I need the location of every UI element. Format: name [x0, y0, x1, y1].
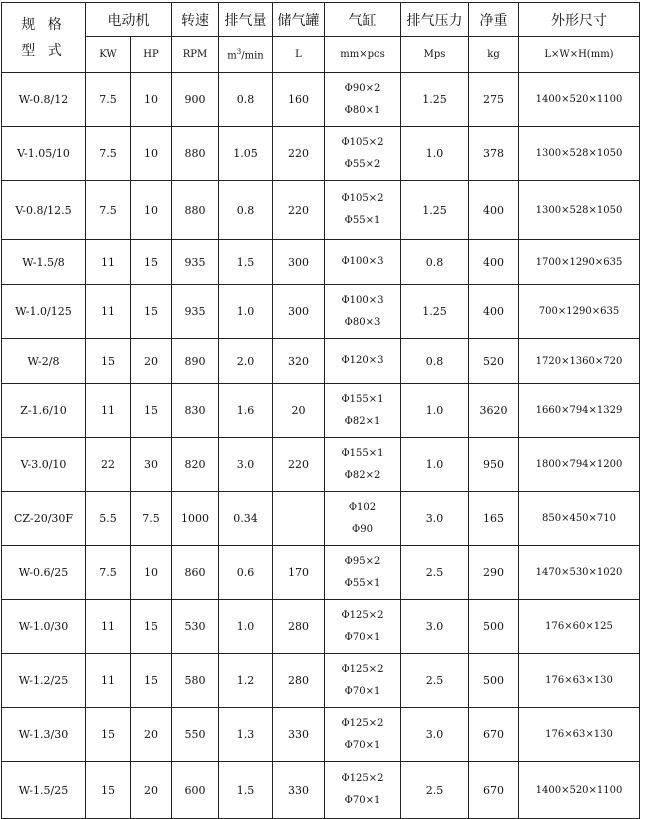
unit-displacement: $m^3/\min$ — [219, 37, 273, 73]
cell-cylinder — [325, 438, 401, 492]
cell-rpm: 880 — [172, 127, 219, 181]
table-row — [2, 339, 640, 384]
cell-tank: 330 — [273, 762, 325, 819]
cylinder-line-1: Φ105×2 — [341, 193, 384, 204]
unit-pressure: Mps — [401, 37, 469, 73]
table-row — [2, 181, 640, 240]
cell-model: W-1.0/30 — [2, 600, 86, 654]
cell-model: V-1.05/10 — [2, 127, 86, 181]
cell-rpm: 820 — [172, 438, 219, 492]
table-row — [2, 708, 640, 762]
cell-model: W-0.6/25 — [2, 546, 86, 600]
table-row — [2, 546, 640, 600]
cell-dimensions: 176×63×130 — [519, 708, 640, 762]
cell-kw: 11 — [86, 384, 131, 438]
cell-rpm: 580 — [172, 654, 219, 708]
cell-dimensions: 176×60×125 — [519, 600, 640, 654]
cell-pressure: 1.25 — [401, 285, 469, 339]
cell-weight: 3620 — [469, 384, 519, 438]
cell-pressure: 1.25 — [401, 73, 469, 127]
cylinder-line-1: Φ102 — [348, 501, 377, 513]
cylinder-line-2: Φ55×1 — [344, 577, 381, 589]
cell-weight: 500 — [469, 600, 519, 654]
cell-rpm: 935 — [172, 285, 219, 339]
cell-pressure: 1.25 — [401, 181, 469, 240]
cell-pressure: 3.0 — [401, 600, 469, 654]
cell-dimensions: 1300×528×1050 — [519, 181, 640, 240]
cell-hp: 30 — [131, 438, 172, 492]
cell-cylinder — [325, 492, 401, 546]
cell-displacement: 1.5 — [219, 240, 273, 285]
cell-hp: 20 — [131, 339, 172, 384]
cell-dimensions: 1470×530×1020 — [519, 546, 640, 600]
cell-model: W-1.5/8 — [2, 240, 86, 285]
cell-rpm: 900 — [172, 73, 219, 127]
cell-pressure: 1.0 — [401, 127, 469, 181]
cylinder-line-2: Φ82×1 — [344, 415, 381, 427]
table-row — [2, 762, 640, 819]
header-dimensions: 外形尺寸 — [519, 3, 640, 37]
cell-hp: 15 — [131, 285, 172, 339]
cylinder-line-2: Φ80×3 — [344, 316, 381, 328]
cell-dimensions: 1800×794×1200 — [519, 438, 640, 492]
cylinder-line-1: Φ100×3 — [341, 294, 384, 306]
cell-weight: 670 — [469, 762, 519, 819]
cell-pressure: 0.8 — [401, 339, 469, 384]
cell-model: W-1.2/25 — [2, 654, 86, 708]
table-row — [2, 492, 640, 546]
table-row — [2, 127, 640, 181]
cell-rpm: 550 — [172, 708, 219, 762]
cell-kw: 11 — [86, 285, 131, 339]
cylinder-line-2: Φ55×1 — [344, 215, 381, 226]
cylinder-line-1: Φ125×2 — [341, 609, 384, 621]
cylinder-line-1: Φ105×2 — [341, 136, 384, 148]
cell-kw: 7.5 — [86, 127, 131, 181]
header-model: 规 格 型 式 — [2, 3, 86, 73]
cell-kw: 11 — [86, 654, 131, 708]
cell-kw: 7.5 — [86, 73, 131, 127]
table-row — [2, 384, 640, 438]
cell-displacement: 1.05 — [219, 127, 273, 181]
cell-model: W-1.5/25 — [2, 762, 86, 819]
cell-rpm: 935 — [172, 240, 219, 285]
table-row — [2, 73, 640, 127]
cell-displacement: 0.6 — [219, 546, 273, 600]
cell-displacement: 1.2 — [219, 654, 273, 708]
cell-tank: 220 — [273, 127, 325, 181]
cell-dimensions: 850×450×710 — [519, 492, 640, 546]
cell-tank: 330 — [273, 708, 325, 762]
cell-hp: 20 — [131, 762, 172, 819]
cell-model: W-1.0/125 — [2, 285, 86, 339]
cell-tank — [273, 492, 325, 546]
cell-dimensions: 700×1290×635 — [519, 285, 640, 339]
cell-rpm: 890 — [172, 339, 219, 384]
cell-pressure: 0.8 — [401, 240, 469, 285]
cylinder-line-2: Φ70×1 — [344, 739, 381, 751]
cylinder-line-1: Φ100×3 — [341, 256, 384, 267]
cell-pressure: 1.0 — [401, 384, 469, 438]
cell-weight: 400 — [469, 240, 519, 285]
cell-rpm: 880 — [172, 181, 219, 240]
unit-hp: HP — [131, 37, 172, 73]
cell-weight: 290 — [469, 546, 519, 600]
cell-hp: 15 — [131, 240, 172, 285]
unit-kw: KW — [86, 37, 131, 73]
cell-dimensions: 1300×528×1050 — [519, 127, 640, 181]
cell-displacement: 0.8 — [219, 73, 273, 127]
cell-weight: 500 — [469, 654, 519, 708]
cell-cylinder — [325, 384, 401, 438]
cell-displacement: 1.5 — [219, 762, 273, 819]
cell-model: W-0.8/12 — [2, 73, 86, 127]
table-row — [2, 654, 640, 708]
cell-displacement: 1.3 — [219, 708, 273, 762]
cell-model: V-3.0/10 — [2, 438, 86, 492]
cell-cylinder — [325, 339, 401, 384]
cell-weight: 378 — [469, 127, 519, 181]
cylinder-line-2: Φ70×1 — [344, 795, 381, 806]
cell-tank: 220 — [273, 438, 325, 492]
cell-kw: 7.5 — [86, 546, 131, 600]
cell-dimensions: 1400×520×1100 — [519, 73, 640, 127]
cell-hp: 10 — [131, 546, 172, 600]
cylinder-line-2: Φ55×2 — [344, 158, 381, 170]
cell-rpm: 860 — [172, 546, 219, 600]
cell-kw: 15 — [86, 339, 131, 384]
cell-model: V-0.8/12.5 — [2, 181, 86, 240]
cell-weight: 670 — [469, 708, 519, 762]
cell-weight: 950 — [469, 438, 519, 492]
cell-cylinder — [325, 600, 401, 654]
cell-hp: 10 — [131, 181, 172, 240]
cell-model: CZ-20/30F — [2, 492, 86, 546]
cell-cylinder — [325, 181, 401, 240]
cell-weight: 520 — [469, 339, 519, 384]
cell-pressure: 2.5 — [401, 762, 469, 819]
cell-hp: 10 — [131, 73, 172, 127]
cell-cylinder — [325, 546, 401, 600]
cell-rpm: 830 — [172, 384, 219, 438]
cell-kw: 5.5 — [86, 492, 131, 546]
cylinder-line-1: Φ125×2 — [341, 663, 384, 675]
cell-tank: 280 — [273, 600, 325, 654]
cell-hp: 15 — [131, 600, 172, 654]
cell-tank: 20 — [273, 384, 325, 438]
cylinder-line-2: Φ70×1 — [344, 631, 381, 643]
cell-displacement: 2.0 — [219, 339, 273, 384]
cell-weight: 400 — [469, 181, 519, 240]
cylinder-line-1: Φ155×1 — [341, 447, 384, 459]
cylinder-line-2: Φ90 — [352, 523, 373, 535]
cell-kw: 11 — [86, 600, 131, 654]
cell-dimensions: 1720×1360×720 — [519, 339, 640, 384]
cell-kw: 11 — [86, 240, 131, 285]
table-row — [2, 285, 640, 339]
cell-hp: 10 — [131, 127, 172, 181]
cell-kw: 7.5 — [86, 181, 131, 240]
cell-dimensions: 1700×1290×635 — [519, 240, 640, 285]
cell-displacement: 0.34 — [219, 492, 273, 546]
cylinder-line-1: Φ155×1 — [341, 393, 384, 405]
cell-displacement: 1.6 — [219, 384, 273, 438]
cell-cylinder — [325, 762, 401, 819]
cell-tank: 280 — [273, 654, 325, 708]
cell-cylinder — [325, 708, 401, 762]
cell-cylinder — [325, 654, 401, 708]
cell-hp: 15 — [131, 654, 172, 708]
cylinder-line-2: Φ70×1 — [344, 685, 381, 697]
cell-kw: 15 — [86, 708, 131, 762]
cell-model: W-1.3/30 — [2, 708, 86, 762]
cell-cylinder — [325, 73, 401, 127]
cell-displacement: 1.0 — [219, 600, 273, 654]
unit-tank: L — [273, 37, 325, 73]
cylinder-line-2: Φ80×1 — [344, 104, 381, 116]
header-displacement: 排气量 — [219, 3, 273, 37]
cell-rpm: 600 — [172, 762, 219, 819]
cell-weight: 400 — [469, 285, 519, 339]
cell-tank: 160 — [273, 73, 325, 127]
cell-pressure: 3.0 — [401, 492, 469, 546]
cell-hp: 20 — [131, 708, 172, 762]
cell-tank: 300 — [273, 285, 325, 339]
cylinder-line-1: Φ125×2 — [341, 717, 384, 729]
table-body — [2, 73, 640, 819]
cell-tank: 300 — [273, 240, 325, 285]
cell-dimensions: 176×63×130 — [519, 654, 640, 708]
table-row — [2, 240, 640, 285]
cell-kw: 22 — [86, 438, 131, 492]
cell-rpm: 530 — [172, 600, 219, 654]
unit-rpm: RPM — [172, 37, 219, 73]
cell-hp: 15 — [131, 384, 172, 438]
cylinder-line-2: Φ82×2 — [344, 469, 381, 481]
unit-weight: kg — [469, 37, 519, 73]
table-row — [2, 438, 640, 492]
table-row — [2, 600, 640, 654]
header-pressure: 排气压力 — [401, 3, 469, 37]
cell-model: Z-1.6/10 — [2, 384, 86, 438]
cell-pressure: 3.0 — [401, 708, 469, 762]
cell-dimensions: 1400×520×1100 — [519, 762, 640, 819]
unit-dimensions: L×W×H(mm) — [519, 37, 640, 73]
header-cylinder: 气缸 — [325, 3, 401, 37]
cylinder-line-1: Φ90×2 — [344, 82, 381, 94]
cell-dimensions: 1660×794×1329 — [519, 384, 640, 438]
header-speed: 转速 — [172, 3, 219, 37]
cell-cylinder — [325, 240, 401, 285]
cell-weight: 275 — [469, 73, 519, 127]
cell-model: W-2/8 — [2, 339, 86, 384]
cell-weight: 165 — [469, 492, 519, 546]
header-motor: 电动机 — [86, 3, 172, 37]
cylinder-line-1: Φ120×3 — [341, 355, 384, 366]
header-tank: 储气罐 — [273, 3, 325, 37]
cell-displacement: 0.8 — [219, 181, 273, 240]
cell-tank: 170 — [273, 546, 325, 600]
cell-displacement: 3.0 — [219, 438, 273, 492]
cell-tank: 220 — [273, 181, 325, 240]
cell-tank: 320 — [273, 339, 325, 384]
header-weight: 净重 — [469, 3, 519, 37]
cylinder-line-1: Φ125×2 — [341, 773, 384, 784]
cell-rpm: 1000 — [172, 492, 219, 546]
cell-pressure: 1.0 — [401, 438, 469, 492]
cell-hp: 7.5 — [131, 492, 172, 546]
cell-pressure: 2.5 — [401, 654, 469, 708]
spec-table — [1, 2, 640, 819]
unit-cylinder: mm×pcs — [325, 37, 401, 73]
cell-kw: 15 — [86, 762, 131, 819]
cell-pressure: 2.5 — [401, 546, 469, 600]
cell-cylinder — [325, 285, 401, 339]
cell-cylinder — [325, 127, 401, 181]
cylinder-line-1: Φ95×2 — [344, 555, 381, 567]
cell-displacement: 1.0 — [219, 285, 273, 339]
